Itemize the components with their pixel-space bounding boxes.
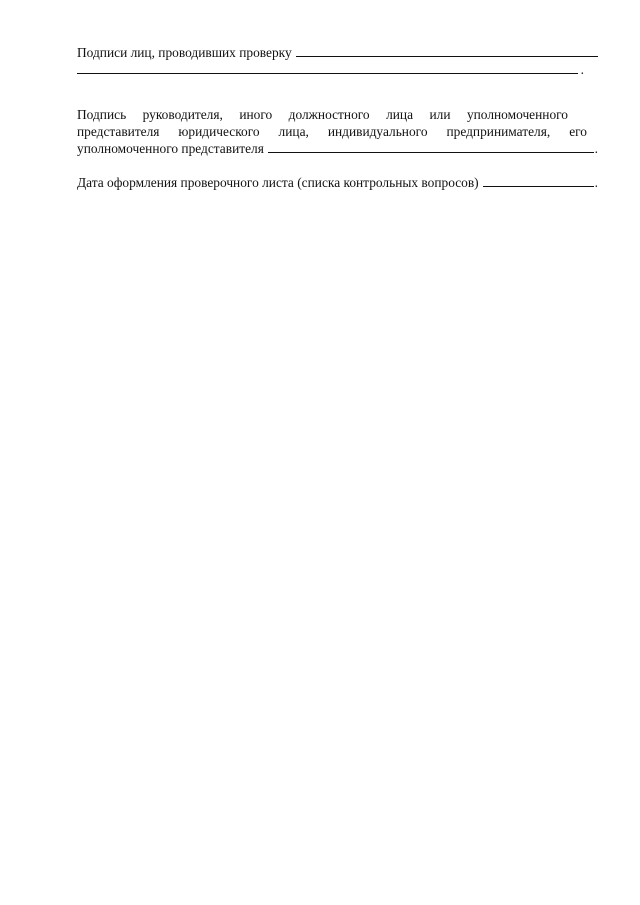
spacer (77, 78, 598, 106)
inspectors-signature-end: . (580, 62, 584, 77)
spacer (77, 157, 598, 174)
head-signature-label: уполномоченного представителя (77, 141, 264, 156)
head-signature-text-line-2: представителя юридического лица, индивидуального предпринимателя, его (77, 124, 587, 139)
inspectors-signature-line-2 (77, 61, 598, 78)
head-signature-line (77, 140, 598, 157)
date-line (77, 174, 598, 191)
head-signature-end: . (594, 141, 598, 156)
date-label: Дата оформления проверочного листа (списка контрольных вопросов) (77, 175, 479, 190)
head-signature-blank[interactable] (268, 140, 594, 153)
date-blank[interactable] (483, 174, 594, 187)
inspectors-signature-label: Подписи лиц, проводивших проверку (77, 45, 292, 60)
head-signature-text-line-1: Подпись руководителя, иного должностного лица или уполномоченного (77, 107, 568, 122)
inspectors-signature-blank-2[interactable] (77, 61, 578, 74)
inspectors-signature-blank[interactable] (296, 44, 598, 57)
inspectors-signature-line (77, 44, 598, 61)
date-block (77, 174, 598, 191)
inspectors-signature-block (77, 44, 598, 78)
document-page (77, 44, 598, 191)
date-end: . (594, 175, 598, 190)
head-signature-block (77, 106, 598, 157)
